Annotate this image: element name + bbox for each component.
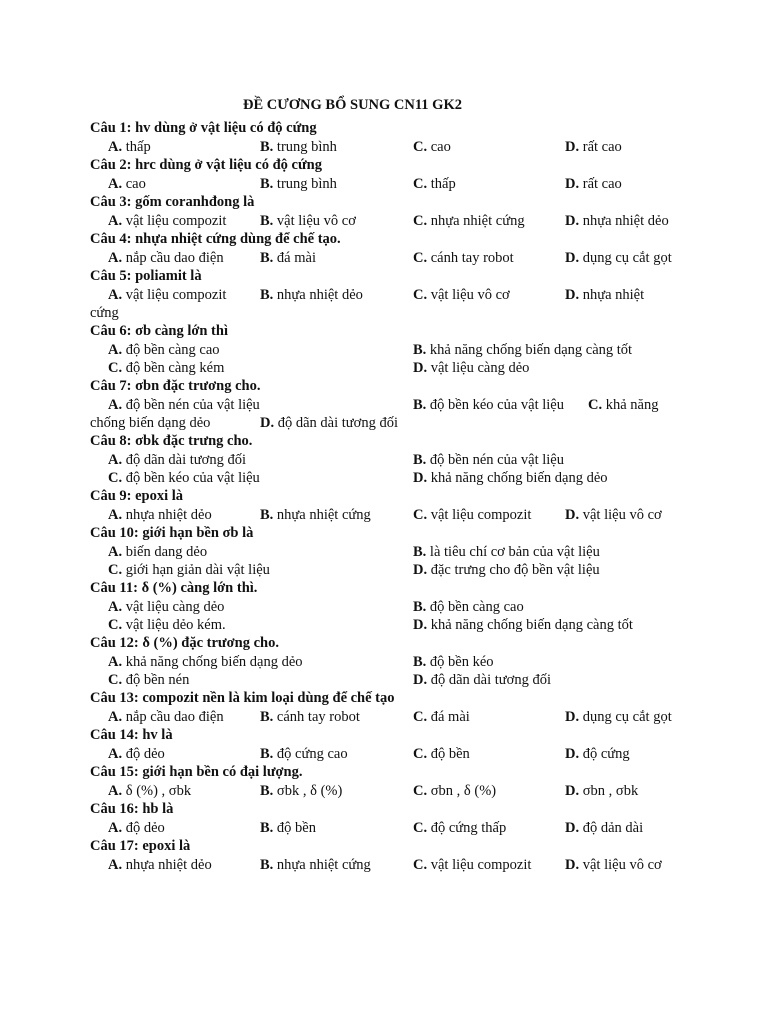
- option-text: vật liệu compozit: [125, 287, 227, 303]
- answer-option: [108, 286, 226, 304]
- option-row: [90, 856, 730, 874]
- option-letter: D.: [565, 783, 580, 799]
- answer-option: [413, 451, 564, 469]
- option-letter: D.: [413, 360, 428, 376]
- option-text: nhựa nhiệt cứng: [276, 507, 371, 523]
- question-12: [90, 634, 730, 689]
- option-text: nhựa nhiệt dẻo: [125, 507, 212, 523]
- answer-option: [108, 469, 260, 487]
- option-text: độ bền nén của vật liệu: [429, 452, 564, 468]
- option-letter: D.: [565, 820, 580, 836]
- option-text: đặc trưng cho độ bền vật liệu: [430, 562, 600, 578]
- answer-option: [413, 782, 496, 800]
- answer-option: [413, 819, 506, 837]
- answer-option: [108, 671, 189, 689]
- answer-option: [413, 653, 494, 671]
- answer-option: [108, 856, 212, 874]
- option-text: δ (%) , σbk: [125, 783, 192, 799]
- answer-option: [413, 249, 514, 267]
- option-letter: C.: [413, 213, 428, 229]
- answer-option: [108, 598, 224, 616]
- option-letter: D.: [565, 746, 580, 762]
- option-row: [90, 249, 730, 267]
- answer-option: [260, 249, 316, 267]
- option-row: [90, 506, 730, 524]
- option-letter: D.: [565, 250, 580, 266]
- option-letter: D.: [565, 139, 580, 155]
- option-row: [90, 745, 730, 763]
- option-text: độ cứng thấp: [430, 820, 507, 836]
- answer-option: [108, 543, 207, 561]
- option-letter: A.: [108, 250, 123, 266]
- answer-option: [565, 708, 672, 726]
- answer-option: [260, 782, 342, 800]
- answer-option: [108, 396, 260, 414]
- option-letter: B.: [413, 452, 427, 468]
- question-stem: Câu 7: σbn đặc trương cho.: [90, 378, 261, 394]
- option-text: nhựa nhiệt cứng: [276, 857, 371, 873]
- option-text: vật liệu càng dẻo: [125, 599, 225, 615]
- option-letter: C.: [108, 672, 123, 688]
- question-stem: Câu 8: σbk đặc trưng cho.: [90, 433, 253, 449]
- option-text: độ bền càng cao: [125, 342, 220, 358]
- option-text: độ bền kéo của vật liệu: [429, 397, 564, 413]
- option-row: [90, 304, 730, 322]
- option-letter: B.: [260, 746, 274, 762]
- question-stem: Câu 13: compozit nền là kim loại dùng để chế tạo: [90, 690, 395, 706]
- answer-option: [565, 138, 622, 156]
- question-15: [90, 763, 730, 800]
- question-1: [90, 119, 730, 156]
- option-row: [90, 414, 730, 432]
- option-row: [90, 616, 730, 634]
- option-text: đá mài: [276, 250, 316, 266]
- answer-option: [565, 856, 662, 874]
- option-text: nhựa nhiệt dẻo: [125, 857, 212, 873]
- option-letter: B.: [260, 783, 274, 799]
- option-text: thấp: [430, 176, 456, 192]
- answer-option: [413, 286, 510, 304]
- option-letter: B.: [260, 176, 274, 192]
- answer-option: [108, 745, 165, 763]
- answer-option: [413, 856, 531, 874]
- option-letter: B.: [413, 599, 427, 615]
- answer-option: [260, 414, 398, 432]
- answer-option: [260, 138, 337, 156]
- option-letter: B.: [260, 857, 274, 873]
- question-stem: Câu 2: hrc dùng ở vật liệu có độ cứng: [90, 157, 322, 173]
- option-text: độ dản dài: [582, 820, 644, 836]
- question-stem: Câu 6: σb càng lớn thì: [90, 323, 228, 339]
- question-stem: Câu 12: δ (%) đặc trương cho.: [90, 635, 279, 651]
- option-text: độ bền nén: [125, 672, 190, 688]
- answer-option: [413, 506, 531, 524]
- option-letter: B.: [260, 287, 274, 303]
- option-row: [90, 138, 730, 156]
- answer-option: [565, 506, 662, 524]
- option-text: độ bền càng kém: [125, 360, 225, 376]
- option-text: độ bền nén của vật liệu: [125, 397, 260, 413]
- question-14: [90, 726, 730, 763]
- option-letter: D.: [565, 709, 580, 725]
- answer-option: [260, 745, 348, 763]
- question-stem: Câu 15: giới hạn bền có đại lượng.: [90, 764, 303, 780]
- answer-option: [108, 616, 226, 634]
- option-letter: C.: [413, 783, 428, 799]
- option-row: [90, 341, 730, 359]
- option-text: độ cứng cao: [276, 746, 348, 762]
- answer-option: [260, 708, 360, 726]
- option-text: khả năng chống biến dạng dẻo: [430, 470, 608, 486]
- answer-option: [413, 469, 608, 487]
- option-letter: D.: [413, 470, 428, 486]
- option-letter: B.: [413, 654, 427, 670]
- answer-option: [108, 708, 224, 726]
- option-row: [90, 359, 730, 377]
- option-row: [90, 819, 730, 837]
- option-row: [90, 782, 730, 800]
- option-text: vật liệu vô cơ: [582, 507, 662, 523]
- option-letter: B.: [413, 397, 427, 413]
- option-letter: D.: [565, 507, 580, 523]
- option-text-continuation: cứng: [90, 305, 119, 321]
- option-letter: A.: [108, 654, 123, 670]
- question-16: [90, 800, 730, 837]
- question-2: [90, 156, 730, 193]
- option-letter: B.: [260, 507, 274, 523]
- option-text: vật liệu compozit: [125, 213, 227, 229]
- option-letter: A.: [108, 176, 123, 192]
- answer-option: [108, 506, 212, 524]
- option-text: cánh tay robot: [430, 250, 514, 266]
- option-text: độ cứng: [582, 746, 630, 762]
- option-text: σbk , δ (%): [276, 783, 343, 799]
- question-list: [90, 119, 730, 874]
- answer-option: [260, 175, 337, 193]
- option-text: vật liệu dẻo kém.: [125, 617, 226, 633]
- option-letter: C.: [588, 397, 603, 413]
- answer-option: [413, 138, 451, 156]
- answer-option: [413, 671, 551, 689]
- option-text: vật liệu compozit: [430, 857, 532, 873]
- question-stem: Câu 16: hb là: [90, 801, 174, 817]
- question-5: [90, 267, 730, 322]
- option-letter: C.: [108, 562, 123, 578]
- option-text: vật liệu compozit: [430, 507, 532, 523]
- answer-option: [108, 175, 146, 193]
- option-text: độ dãn dài tương đối: [277, 415, 398, 431]
- option-letter: B.: [260, 709, 274, 725]
- option-letter: A.: [108, 452, 123, 468]
- option-text: độ bền càng cao: [429, 599, 524, 615]
- option-letter: A.: [108, 544, 123, 560]
- answer-option: [108, 819, 165, 837]
- option-text: độ dãn dài tương đối: [430, 672, 551, 688]
- option-text: trung bình: [276, 176, 337, 192]
- option-text: khả năng chống biến dạng dẻo: [125, 654, 303, 670]
- option-text: nhựa nhiệt cứng: [430, 213, 525, 229]
- answer-option: [108, 653, 303, 671]
- option-letter: B.: [260, 139, 274, 155]
- option-letter: D.: [260, 415, 275, 431]
- answer-option: [108, 561, 270, 579]
- option-letter: A.: [108, 820, 123, 836]
- answer-option: [413, 616, 633, 634]
- answer-option: [413, 745, 470, 763]
- option-text: khả năng chống biến dạng càng tốt: [430, 617, 633, 633]
- answer-option: [565, 175, 622, 193]
- option-letter: A.: [108, 287, 123, 303]
- option-text: rất cao: [582, 176, 622, 192]
- answer-option: [108, 451, 246, 469]
- option-letter: C.: [413, 287, 428, 303]
- option-letter: D.: [413, 562, 428, 578]
- question-stem: Câu 11: δ (%) càng lớn thì.: [90, 580, 258, 596]
- option-letter: A.: [108, 857, 123, 873]
- answer-option: [108, 138, 151, 156]
- option-text: là tiêu chí cơ bản của vật liệu: [429, 544, 600, 560]
- answer-option: [565, 782, 638, 800]
- option-letter: C.: [413, 507, 428, 523]
- option-text: biến dang dẻo: [125, 544, 208, 560]
- option-letter: D.: [565, 213, 580, 229]
- option-letter: C.: [413, 139, 428, 155]
- option-text: độ bền: [430, 746, 470, 762]
- option-letter: C.: [108, 360, 123, 376]
- document-title: ĐỀ CƯƠNG BỔ SUNG CN11 GK2: [243, 97, 462, 113]
- question-4: [90, 230, 730, 267]
- option-letter: C.: [413, 176, 428, 192]
- option-letter: A.: [108, 397, 123, 413]
- option-row: [90, 561, 730, 579]
- answer-option: [108, 341, 220, 359]
- question-6: [90, 322, 730, 377]
- option-row: [90, 598, 730, 616]
- option-text: vật liệu vô cơ: [276, 213, 356, 229]
- question-8: [90, 432, 730, 487]
- question-stem: Câu 3: gốm coranhđong là: [90, 194, 255, 210]
- option-letter: C.: [413, 820, 428, 836]
- option-letter: C.: [413, 857, 428, 873]
- question-11: [90, 579, 730, 634]
- option-text: thấp: [125, 139, 151, 155]
- option-letter: D.: [413, 672, 428, 688]
- answer-option: [413, 598, 524, 616]
- answer-option: [260, 286, 363, 304]
- answer-option: [565, 745, 630, 763]
- option-letter: A.: [108, 507, 123, 523]
- option-text: cao: [430, 139, 451, 155]
- option-text: độ dẻo: [125, 746, 165, 762]
- question-stem: Câu 1: hv dùng ở vật liệu có độ cứng: [90, 120, 317, 136]
- option-text: cao: [125, 176, 146, 192]
- question-7: [90, 377, 730, 432]
- option-text: trung bình: [276, 139, 337, 155]
- option-text: vật liệu càng dẻo: [430, 360, 530, 376]
- option-text: khả năng: [605, 397, 659, 413]
- option-letter: D.: [565, 857, 580, 873]
- answer-option: [413, 708, 470, 726]
- option-row: [90, 212, 730, 230]
- option-row: [90, 469, 730, 487]
- answer-option: [108, 212, 226, 230]
- option-text: nhựa nhiệt: [582, 287, 645, 303]
- option-letter: D.: [413, 617, 428, 633]
- answer-option: [413, 543, 600, 561]
- answer-option: [413, 212, 525, 230]
- question-9: [90, 487, 730, 524]
- question-17: [90, 837, 730, 874]
- answer-option: [413, 561, 600, 579]
- answer-option: [413, 341, 632, 359]
- option-text: vật liệu vô cơ: [430, 287, 510, 303]
- option-letter: A.: [108, 342, 123, 358]
- option-letter: B.: [413, 544, 427, 560]
- option-row: [90, 451, 730, 469]
- option-letter: C.: [413, 746, 428, 762]
- option-row: [90, 286, 730, 304]
- option-text: dụng cụ cắt gọt: [582, 709, 672, 725]
- answer-option: [260, 506, 371, 524]
- option-letter: B.: [260, 250, 274, 266]
- option-text: độ dẻo: [125, 820, 165, 836]
- option-letter: C.: [413, 250, 428, 266]
- option-text: độ bền: [276, 820, 316, 836]
- option-text: vật liệu vô cơ: [582, 857, 662, 873]
- answer-option: [588, 396, 658, 414]
- option-row: [90, 175, 730, 193]
- option-row: [90, 396, 730, 414]
- option-letter: C.: [108, 470, 123, 486]
- answer-option: [413, 396, 564, 414]
- question-10: [90, 524, 730, 579]
- option-letter: B.: [260, 820, 274, 836]
- answer-option: [260, 212, 356, 230]
- option-row: [90, 653, 730, 671]
- answer-option: [108, 782, 191, 800]
- question-3: [90, 193, 730, 230]
- option-letter: A.: [108, 213, 123, 229]
- option-letter: C.: [108, 617, 123, 633]
- option-text: rất cao: [582, 139, 622, 155]
- option-text: độ dãn dài tương đối: [125, 452, 246, 468]
- option-text: đá mài: [430, 709, 470, 725]
- question-stem: Câu 4: nhựa nhiệt cứng dùng để chế tạo.: [90, 231, 341, 247]
- option-letter: A.: [108, 599, 123, 615]
- option-text: dụng cụ cắt gọt: [582, 250, 672, 266]
- option-letter: D.: [565, 176, 580, 192]
- option-text: giới hạn giản dài vật liệu: [125, 562, 270, 578]
- answer-option: [565, 249, 672, 267]
- answer-option: [108, 249, 224, 267]
- option-text: cánh tay robot: [276, 709, 360, 725]
- option-text: nhựa nhiệt dẻo: [276, 287, 363, 303]
- option-letter: D.: [565, 287, 580, 303]
- option-letter: B.: [413, 342, 427, 358]
- question-stem: Câu 10: giới hạn bền σb là: [90, 525, 254, 541]
- option-text: độ bền kéo: [429, 654, 494, 670]
- question-stem: Câu 5: poliamit là: [90, 268, 202, 284]
- option-letter: C.: [413, 709, 428, 725]
- option-letter: A.: [108, 746, 123, 762]
- option-text: nắp cầu dao điện: [125, 709, 224, 725]
- option-letter: B.: [260, 213, 274, 229]
- answer-option: [260, 819, 316, 837]
- answer-option: [565, 286, 644, 304]
- option-row: [90, 671, 730, 689]
- option-row: [90, 708, 730, 726]
- answer-option: [260, 856, 371, 874]
- option-text: độ bền kéo của vật liệu: [125, 470, 260, 486]
- option-text: khả năng chống biến dạng càng tốt: [429, 342, 633, 358]
- answer-option: [565, 819, 643, 837]
- option-text: σbn , σbk: [582, 783, 639, 799]
- option-letter: A.: [108, 783, 123, 799]
- answer-option: [413, 175, 456, 193]
- option-row: [90, 543, 730, 561]
- answer-option: [108, 359, 224, 377]
- option-text-continuation: chống biến dạng dẻo: [90, 415, 211, 431]
- answer-option: [565, 212, 669, 230]
- option-text: σbn , δ (%): [430, 783, 497, 799]
- question-stem: Câu 9: epoxi là: [90, 488, 184, 504]
- option-letter: A.: [108, 139, 123, 155]
- question-stem: Câu 14: hv là: [90, 727, 173, 743]
- question-13: [90, 689, 730, 726]
- option-letter: A.: [108, 709, 123, 725]
- question-stem: Câu 17: epoxi là: [90, 838, 191, 854]
- option-text: nắp cầu dao điện: [125, 250, 224, 266]
- option-text: nhựa nhiệt dẻo: [582, 213, 669, 229]
- answer-option: [413, 359, 529, 377]
